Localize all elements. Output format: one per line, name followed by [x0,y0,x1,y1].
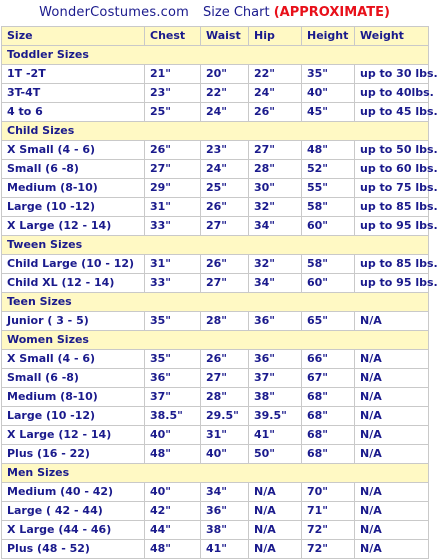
size-chart [1,0,438,559]
height-cell: 58" [302,198,355,217]
waist-cell: 27" [201,369,249,388]
waist-cell: 26" [201,198,249,217]
table-row [2,312,429,331]
section-title: Child Sizes [2,122,429,141]
weight-cell: up to 85 lbs. [355,198,429,217]
table-row [2,141,429,160]
weight-cell: N/A [355,483,429,502]
hip-cell: 34" [249,274,302,293]
section-row [2,331,429,350]
hip-cell: N/A [249,521,302,540]
weight-cell: up to 85 lbs. [355,255,429,274]
weight-cell: N/A [355,369,429,388]
table-row [2,445,429,464]
height-cell: 35" [302,65,355,84]
chest-cell: 26" [145,141,201,160]
waist-cell: 26" [201,255,249,274]
header-cell: Hip [249,27,302,46]
hip-cell: N/A [249,540,302,559]
chest-cell: 31" [145,255,201,274]
table-row [2,65,429,84]
hip-cell: 27" [249,141,302,160]
size-cell: Plus (48 - 52) [2,540,145,559]
hip-cell: 36" [249,312,302,331]
waist-cell: 25" [201,179,249,198]
chest-cell: 44" [145,521,201,540]
chest-cell: 35" [145,350,201,369]
section-row [2,464,429,483]
waist-cell: 31" [201,426,249,445]
waist-cell: 24" [201,160,249,179]
height-cell: 66" [302,350,355,369]
weight-cell: up to 75 lbs. [355,179,429,198]
hip-cell: 24" [249,84,302,103]
chest-cell: 31" [145,198,201,217]
height-cell: 72" [302,521,355,540]
size-cell: Small (6 -8) [2,160,145,179]
waist-cell: 27" [201,274,249,293]
weight-cell: N/A [355,502,429,521]
chart-title [1,0,428,26]
waist-cell: 29.5" [201,407,249,426]
size-cell: Child Large (10 - 12) [2,255,145,274]
hip-cell: N/A [249,502,302,521]
hip-cell: 28" [249,160,302,179]
chest-cell: 23" [145,84,201,103]
height-cell: 71" [302,502,355,521]
height-cell: 68" [302,388,355,407]
waist-cell: 26" [201,350,249,369]
section-title: Women Sizes [2,331,429,350]
weight-cell: up to 95 lbs. [355,217,429,236]
table-row [2,483,429,502]
header-cell: Size [2,27,145,46]
height-cell: 68" [302,445,355,464]
height-cell: 68" [302,426,355,445]
hip-cell: 30" [249,179,302,198]
section-row [2,236,429,255]
section-row [2,293,429,312]
waist-cell: 40" [201,445,249,464]
weight-cell: up to 95 lbs. [355,274,429,293]
height-cell: 60" [302,274,355,293]
table-row [2,502,429,521]
size-cell: X Large (12 - 14) [2,426,145,445]
table-row [2,540,429,559]
hip-cell: 22" [249,65,302,84]
table-row [2,388,429,407]
weight-cell: up to 45 lbs. [355,103,429,122]
waist-cell: 24" [201,103,249,122]
height-cell: 68" [302,407,355,426]
table-row [2,255,429,274]
chest-cell: 33" [145,217,201,236]
height-cell: 72" [302,540,355,559]
table-row [2,407,429,426]
waist-cell: 23" [201,141,249,160]
weight-cell: N/A [355,540,429,559]
chest-cell: 36" [145,369,201,388]
hip-cell: 36" [249,350,302,369]
weight-cell: N/A [355,388,429,407]
weight-cell: N/A [355,312,429,331]
height-cell: 52" [302,160,355,179]
header-cell: Height [302,27,355,46]
chest-cell: 40" [145,426,201,445]
hip-cell: 39.5" [249,407,302,426]
section-title: Tween Sizes [2,236,429,255]
height-cell: 67" [302,369,355,388]
weight-cell: N/A [355,521,429,540]
table-row [2,160,429,179]
chest-cell: 37" [145,388,201,407]
section-row [2,122,429,141]
waist-cell: 28" [201,312,249,331]
size-cell: X Large (44 - 46) [2,521,145,540]
table-row [2,198,429,217]
size-cell: Small (6 -8) [2,369,145,388]
waist-cell: 41" [201,540,249,559]
section-title: Toddler Sizes [2,46,429,65]
size-cell: Plus (16 - 22) [2,445,145,464]
height-cell: 45" [302,103,355,122]
height-cell: 60" [302,217,355,236]
table-row [2,84,429,103]
table-row [2,369,429,388]
hip-cell: 34" [249,217,302,236]
chest-cell: 21" [145,65,201,84]
weight-cell: up to 60 lbs. [355,160,429,179]
weight-cell: N/A [355,407,429,426]
hip-cell: 38" [249,388,302,407]
chest-cell: 38.5" [145,407,201,426]
size-cell: 4 to 6 [2,103,145,122]
hip-cell: 37" [249,369,302,388]
approximate-note: (APPROXIMATE) [273,5,390,20]
waist-cell: 27" [201,217,249,236]
section-row [2,46,429,65]
size-cell: Medium (40 - 42) [2,483,145,502]
header-cell: Chest [145,27,201,46]
chest-cell: 27" [145,160,201,179]
table-row [2,274,429,293]
section-title: Men Sizes [2,464,429,483]
size-cell: Child XL (12 - 14) [2,274,145,293]
header-row [2,27,429,46]
chest-cell: 48" [145,540,201,559]
height-cell: 40" [302,84,355,103]
chest-cell: 33" [145,274,201,293]
table-row [2,521,429,540]
header-cell: Weight [355,27,429,46]
chest-cell: 40" [145,483,201,502]
hip-cell: 41" [249,426,302,445]
height-cell: 65" [302,312,355,331]
height-cell: 48" [302,141,355,160]
size-cell: Large (10 -12) [2,407,145,426]
waist-cell: 38" [201,521,249,540]
weight-cell: up to 50 lbs. [355,141,429,160]
waist-cell: 28" [201,388,249,407]
size-table [1,26,438,559]
height-cell: 58" [302,255,355,274]
hip-cell: 32" [249,255,302,274]
table-row [2,217,429,236]
hip-cell: N/A [249,483,302,502]
title-label: Size Chart [203,5,270,20]
size-cell: Medium (8-10) [2,179,145,198]
size-cell: 3T-4T [2,84,145,103]
waist-cell: 36" [201,502,249,521]
brand-name: WonderCostumes.com [39,5,190,20]
chest-cell: 48" [145,445,201,464]
size-cell: X Small (4 - 6) [2,350,145,369]
size-cell: 1T -2T [2,65,145,84]
waist-cell: 20" [201,65,249,84]
height-cell: 70" [302,483,355,502]
size-cell: X Small (4 - 6) [2,141,145,160]
table-row [2,103,429,122]
waist-cell: 22" [201,84,249,103]
height-cell: 55" [302,179,355,198]
size-cell: Large ( 42 - 44) [2,502,145,521]
weight-cell: N/A [355,445,429,464]
size-cell: Large (10 -12) [2,198,145,217]
hip-cell: 50" [249,445,302,464]
hip-cell: 26" [249,103,302,122]
header-cell: Waist [201,27,249,46]
chest-cell: 29" [145,179,201,198]
weight-cell: N/A [355,426,429,445]
waist-cell: 34" [201,483,249,502]
weight-cell: up to 30 lbs. [355,65,429,84]
size-cell: Junior ( 3 - 5) [2,312,145,331]
table-row [2,426,429,445]
weight-cell: up to 40lbs. [355,84,429,103]
chest-cell: 42" [145,502,201,521]
table-row [2,350,429,369]
section-title: Teen Sizes [2,293,429,312]
chest-cell: 35" [145,312,201,331]
table-row [2,179,429,198]
size-cell: X Large (12 - 14) [2,217,145,236]
hip-cell: 32" [249,198,302,217]
weight-cell: N/A [355,350,429,369]
size-cell: Medium (8-10) [2,388,145,407]
chest-cell: 25" [145,103,201,122]
